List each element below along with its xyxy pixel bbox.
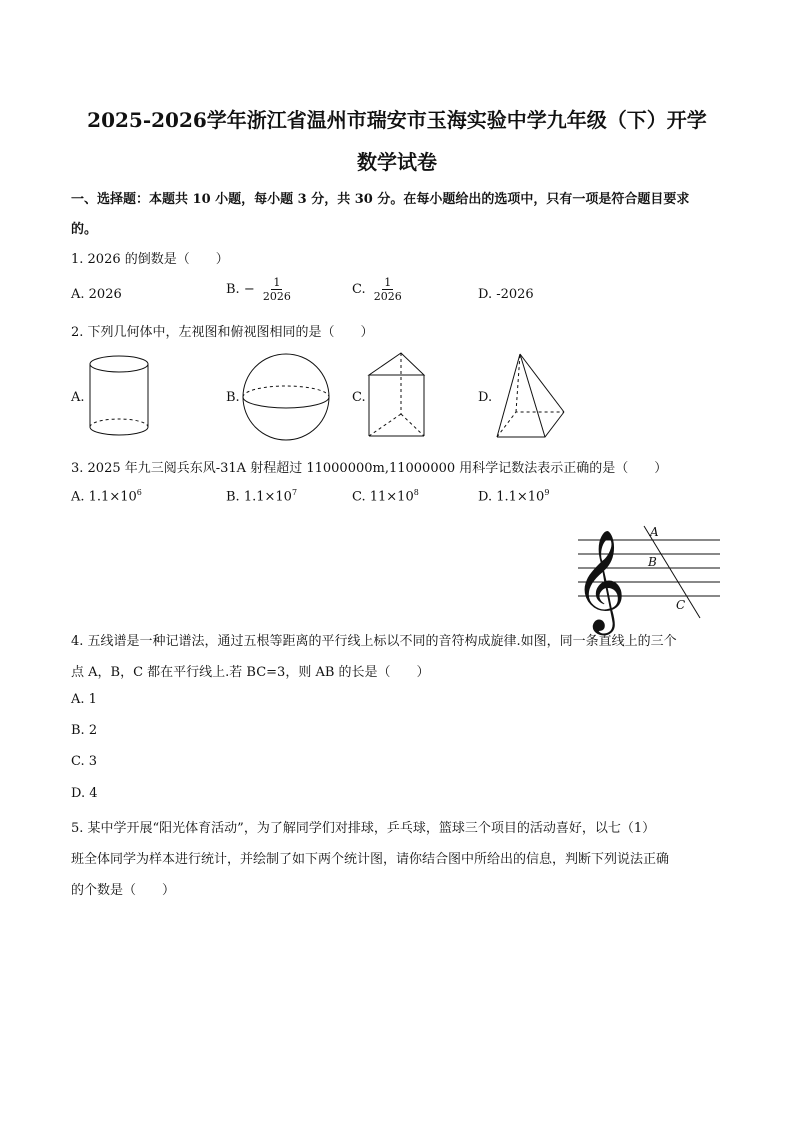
q2-option-b: B. xyxy=(226,390,240,405)
q3-option-d-base: D. 1.1×10 xyxy=(478,489,545,505)
music-staff-figure xyxy=(570,520,730,631)
treble-clef-icon: 𝄞 xyxy=(574,528,627,631)
q3-option-b xyxy=(226,488,297,504)
q2-stem: 2. 下列几何体中，左视图和俯视图相同的是（ ） xyxy=(71,325,374,340)
q3-option-c-exponent: 8 xyxy=(413,488,419,497)
q1-stem: 1. 2026 的倒数是（ ） xyxy=(71,252,229,267)
q1-option-b-label: B. xyxy=(226,282,240,297)
q5-stem-line1: 5. 某中学开展“阳光体育活动”，为了解同学们对排球，乒乓球，篮球三个项目的活动喜好，以七（1） xyxy=(71,821,656,836)
q3-option-a xyxy=(71,488,142,504)
section-header-line2: 的。 xyxy=(71,222,98,237)
page-title-line1: 2025-2026学年浙江省温州市瑞安市玉海实验中学九年级（下）开学 xyxy=(87,108,707,132)
q4-option-d: D. 4 xyxy=(71,786,98,801)
q3-option-c xyxy=(352,488,419,504)
cylinder-figure xyxy=(86,352,152,440)
q3-option-d-exponent: 9 xyxy=(544,488,550,497)
q1-option-b-sign: − xyxy=(243,282,255,297)
q3-option-a-base: A. 1.1×10 xyxy=(71,489,137,505)
pyramid-figure xyxy=(492,352,568,442)
q1-option-d: D. -2026 xyxy=(478,287,534,302)
q1-option-c-fraction xyxy=(372,276,404,303)
q1-option-c-label: C. xyxy=(352,282,366,297)
q1-option-b xyxy=(226,276,295,303)
q1-option-c xyxy=(352,276,406,303)
q3-option-b-base: B. 1.1×10 xyxy=(226,489,292,505)
q1-option-b-fraction xyxy=(261,276,293,303)
q3-option-d xyxy=(478,488,549,504)
q5-stem-line3: 的个数是（ ） xyxy=(71,883,176,898)
q4-stem-line1: 4. 五线谱是一种记谱法，通过五根等距离的平行线上标以不同的音符构成旋律.如图，同一条直线上的三个 xyxy=(71,634,677,649)
q3-option-a-exponent: 6 xyxy=(136,488,142,497)
q4-option-a: A. 1 xyxy=(71,692,97,707)
q2-option-c: C. xyxy=(352,390,366,405)
triangular-prism-figure xyxy=(366,350,428,442)
q5-stem-line2: 班全体同学为样本进行统计，并绘制了如下两个统计图，请你结合图中所给出的信息，判断下列说法正确 xyxy=(71,852,670,867)
q4-option-c: C. 3 xyxy=(71,754,98,769)
q4-option-b: B. 2 xyxy=(71,723,98,738)
sphere-figure xyxy=(240,352,332,442)
q3-stem: 3. 2025 年九三阅兵东风-31A 射程超过 11000000m,11000000 用科学记数法表示正确的是（ ） xyxy=(71,461,668,476)
q2-option-d: D. xyxy=(478,390,493,405)
q3-option-c-base: C. 11×10 xyxy=(352,489,414,505)
q1-option-c-numerator: 1 xyxy=(384,276,392,289)
q1-option-c-denominator: 2026 xyxy=(373,290,402,303)
q2-option-a: A. xyxy=(71,390,85,405)
section-header-line1: 一、选择题：本题共 10 小题，每小题 3 分，共 30 分。在每小题给出的选项中，只有一项是符合题目要求 xyxy=(71,192,690,207)
point-label-a: A xyxy=(650,525,659,539)
q3-option-b-exponent: 7 xyxy=(291,488,298,497)
point-label-c: C xyxy=(676,598,686,612)
q1-option-a: A. 2026 xyxy=(71,287,122,302)
page-title-line2: 数学试卷 xyxy=(357,150,437,174)
q1-option-b-denominator: 2026 xyxy=(262,290,291,303)
q1-option-b-numerator: 1 xyxy=(273,276,281,289)
q4-stem-line2: 点 A，B，C 都在平行线上.若 BC=3，则 AB 的长是（ ） xyxy=(71,665,430,680)
point-label-b: B xyxy=(648,555,657,569)
